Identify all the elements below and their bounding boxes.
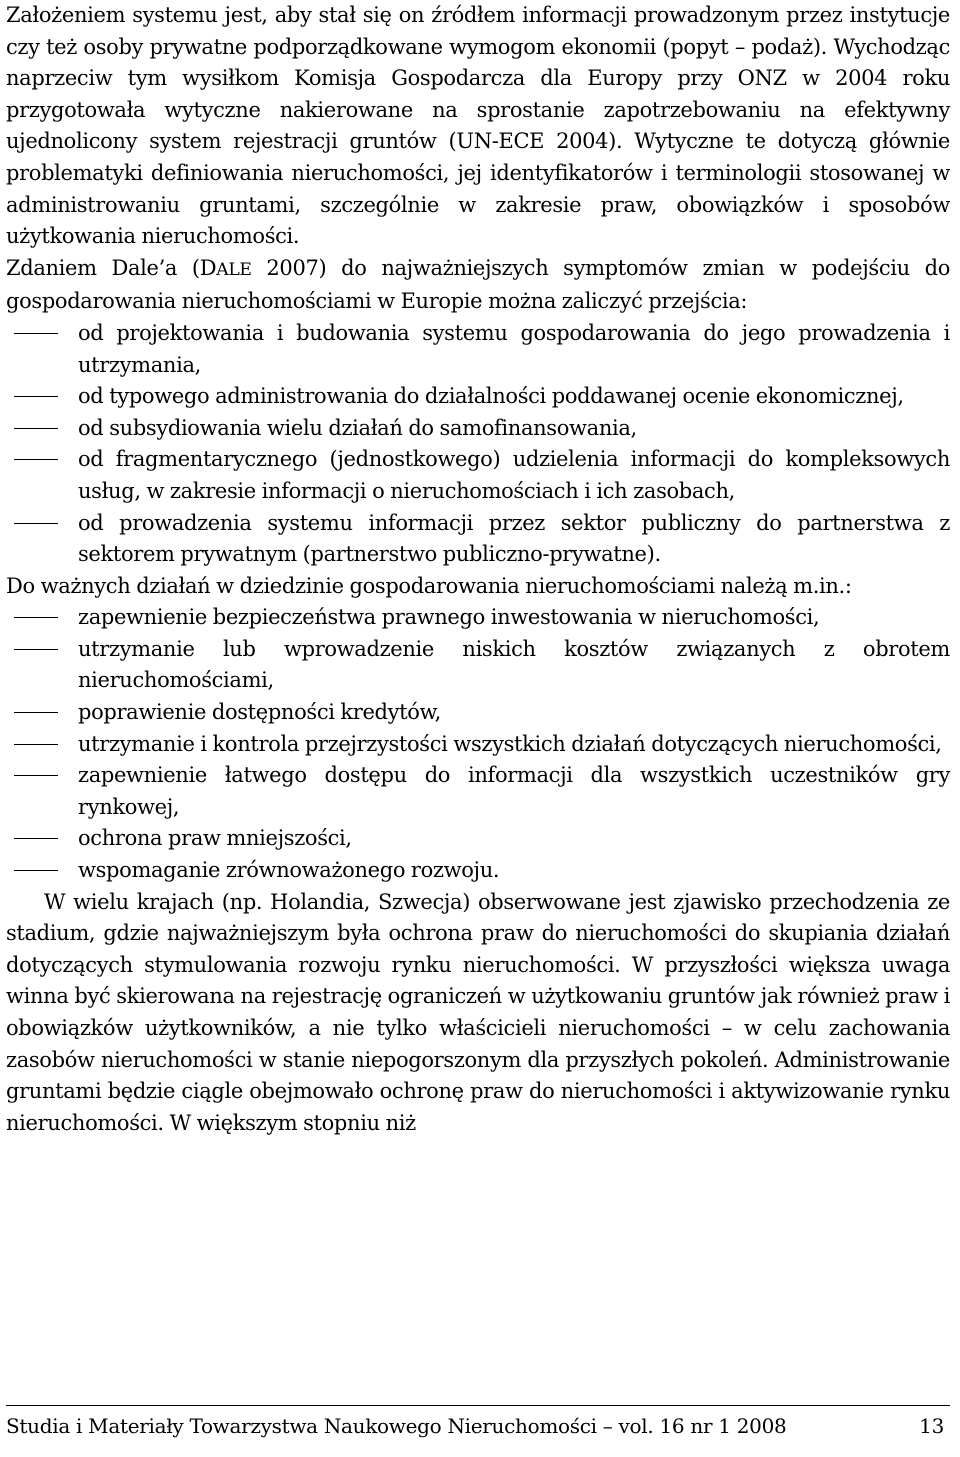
list-item [6, 855, 950, 887]
paragraph-dale-transitions [6, 253, 950, 318]
dale-text-before: Zdaniem Dale’a (D [6, 255, 217, 280]
list-item-text: od prowadzenia systemu informacji przez sektor publiczny do partnerstwa z sektorem prywatnym (partnerstwo publiczno-prywatne). [78, 510, 950, 567]
dash-bullet-icon [14, 712, 58, 713]
paragraph-other-countries: W wielu krajach (np. Holandia, Szwecja) obserwowane jest zjawisko przechodzenia ze stadium, gdzie najważniejszym była ochrona praw do nieruchomości do skupiania działań dotyczących stymulowania rozwoju rynku nieruchomości. W przyszłości większa uwaga winna być skierowana na rejestrację ograniczeń w użytkowaniu gruntów jak również praw i obowiązków użytkowników, a nie tylko właścicieli nieruchomości – w celu zachowania zasobów nieruchomości w stanie niepogorszonym dla przyszłych pokoleń. Administrowanie gruntami będzie ciągle obejmowało ochronę praw do nieruchomości i aktywizowanie rynku nieruchomości. W większym stopniu niż [6, 889, 950, 1135]
page-footer [6, 1405, 950, 1438]
list-item [6, 444, 950, 507]
dash-bullet-icon [14, 838, 58, 839]
page-number: 13 [919, 1414, 944, 1438]
document-body [6, 0, 950, 1139]
list-item [6, 413, 950, 445]
list-item [6, 602, 950, 634]
list-item-text: zapewnienie bezpieczeństwa prawnego inwestowania w nieruchomości, [78, 605, 820, 630]
list-item-text: zapewnienie łatwego dostępu do informacji dla wszystkich uczestników gry rynkowej, [78, 763, 950, 819]
list-item-text: od subsydiowania wielu działań do samofinansowania, [78, 415, 637, 440]
footer-journal-title: Studia i Materiały Towarzystwa Naukowego Nieruchomości – vol. 16 nr 1 2008 [6, 1414, 787, 1438]
list-item [6, 729, 950, 761]
list-item [6, 760, 950, 823]
dash-bullet-icon [14, 744, 58, 745]
list-item-text: ochrona praw mniejszości, [78, 826, 352, 851]
list-item [6, 634, 950, 697]
actions-list [6, 602, 950, 886]
list-item-text: poprawienie dostępności kredytów, [78, 700, 442, 725]
list-item [6, 318, 950, 381]
dash-bullet-icon [14, 333, 58, 334]
list-item-text: utrzymanie lub wprowadzenie niskich kosztów związanych z obrotem nieruchomościami, [78, 636, 950, 693]
dash-bullet-icon [14, 870, 58, 871]
paragraph-important-actions: Do ważnych działań w dziedzinie gospodarowania nieruchomościami należą m.in.: [6, 573, 852, 598]
list-item-text: od fragmentarycznego (jednostkowego) udzielenia informacji do kompleksowych usług, w zakresie informacji o nieruchomościach i ich zasobach, [78, 447, 950, 503]
dash-bullet-icon [14, 396, 58, 397]
list-item [6, 697, 950, 729]
dash-bullet-icon [14, 523, 58, 524]
list-item [6, 823, 950, 855]
list-item-text: od typowego administrowania do działalności poddawanej ocenie ekonomicznej, [78, 384, 904, 409]
paragraph-un-ece-guidelines: Założeniem systemu jest, aby stał się on źródłem informacji prowadzonym przez instytucje czy też osoby prywatne podporządkowane wymogom ekonomii (popyt – podaż). Wychodząc naprzeciw tym wysiłkom Komisja Gospodarcza dla Europy przy ONZ w 2004 roku przygotowała wytyczne nakierowane na sprostanie zapotrzebowaniu na efektywny ujednolicony system rejestracji gruntów (UN-ECE 2004). Wytyczne te dotyczą głównie problematyki definiowania nieruchomości, jej identyfikatorów i terminologii stosowanej w administrowaniu gruntami, szczególnie w zakresie praw, obowiązków i sposobów użytkowania nieruchomości. [6, 3, 950, 249]
dash-bullet-icon [14, 617, 58, 618]
dale-smallcaps: ALE [216, 259, 252, 280]
dash-bullet-icon [14, 428, 58, 429]
dash-bullet-icon [14, 459, 58, 460]
dash-bullet-icon [14, 649, 58, 650]
list-item-text: utrzymanie i kontrola przejrzystości wszystkich działań dotyczących nieruchomości, [78, 731, 942, 756]
dale-text-after: 2007) do najważniejszych symptomów zmian w podejściu do gospodarowania nieruchomościami w Europie można zaliczyć przejścia: [6, 255, 951, 314]
transitions-list [6, 318, 950, 571]
list-item-text: wspomaganie zrównoważonego rozwoju. [78, 858, 500, 883]
list-item [6, 381, 950, 413]
dash-bullet-icon [14, 775, 58, 776]
list-item-text: od projektowania i budowania systemu gospodarowania do jego prowadzenia i utrzymania, [78, 320, 950, 377]
list-item [6, 508, 950, 571]
